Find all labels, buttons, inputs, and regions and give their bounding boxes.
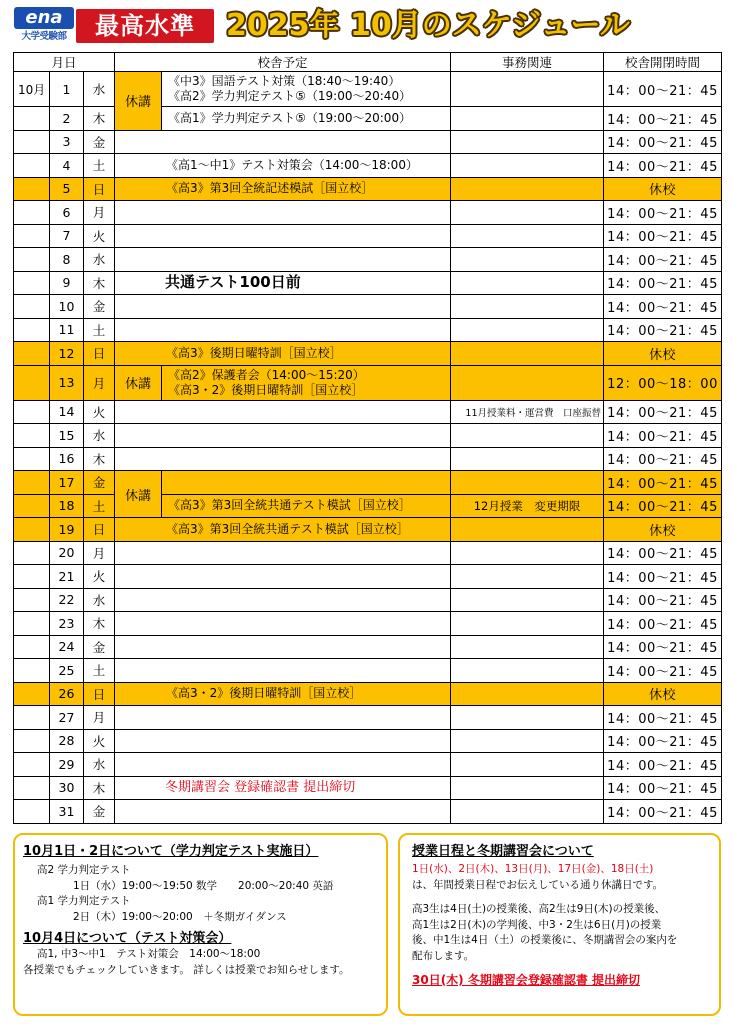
office-cell xyxy=(451,612,604,636)
table-row xyxy=(14,565,722,589)
office-cell xyxy=(451,565,604,589)
day-cell: 1 xyxy=(50,72,84,107)
day-cell: 18 xyxy=(50,494,84,518)
day-cell: 31 xyxy=(50,800,84,824)
weekday-cell: 金 xyxy=(84,800,115,824)
day-cell: 27 xyxy=(50,706,84,730)
plan-cell: 《高1〜中1》テスト対策会（14:00〜18:00） xyxy=(115,154,451,178)
office-cell xyxy=(451,776,604,800)
info-text: 高1生は2日(木)の学判後、中3・2生は6日(月)の授業 xyxy=(412,918,662,931)
hours-cell: 14：00〜21：45 xyxy=(604,107,722,131)
plan-line: 《中3》国語テスト対策（18:40〜19:40） xyxy=(168,74,401,88)
office-cell xyxy=(451,659,604,683)
weekday-cell: 水 xyxy=(84,424,115,448)
office-cell xyxy=(451,682,604,706)
table-row xyxy=(14,72,722,107)
day-cell: 22 xyxy=(50,588,84,612)
hours-cell: 14：00〜21：45 xyxy=(604,494,722,518)
plan-cell xyxy=(115,800,451,824)
logo xyxy=(14,7,214,47)
hours-cell: 14：00〜21：45 xyxy=(604,588,722,612)
hours-cell: 12：00〜18：00 xyxy=(604,365,722,400)
info-text: 高2 学力判定テスト xyxy=(37,864,131,876)
day-cell: 11 xyxy=(50,318,84,342)
day-cell: 26 xyxy=(50,682,84,706)
weekday-cell: 水 xyxy=(84,753,115,777)
table-header-row xyxy=(14,53,722,72)
office-cell xyxy=(451,753,604,777)
day-cell: 29 xyxy=(50,753,84,777)
plan-line: 《高3・2》後期日曜特訓［国立校］ xyxy=(168,382,364,397)
kyuko-cell: 休講 xyxy=(115,471,162,518)
month-cell: 10月 xyxy=(14,72,50,107)
table-row-holiday xyxy=(14,342,722,366)
plan-cell: 《高3》第3回全統共通テスト模試［国立校］ xyxy=(162,494,451,518)
table-row xyxy=(14,659,722,683)
weekday-cell: 土 xyxy=(84,659,115,683)
weekday-cell: 金 xyxy=(84,635,115,659)
weekday-cell: 水 xyxy=(84,588,115,612)
hours-cell: 14：00〜21：45 xyxy=(604,753,722,777)
hours-cell: 14：00〜21：45 xyxy=(604,800,722,824)
office-cell xyxy=(451,154,604,178)
weekday-cell: 月 xyxy=(84,201,115,225)
office-cell xyxy=(451,248,604,272)
header-hours: 校舎開閉時間 xyxy=(604,53,722,72)
office-cell xyxy=(451,471,604,495)
day-cell: 10 xyxy=(50,295,84,319)
plan-cell xyxy=(115,753,451,777)
hours-cell: 14：00〜21：45 xyxy=(604,471,722,495)
info-text: 1日（水）19:00〜19:50 数学 20:00〜20:40 英語 xyxy=(73,879,334,892)
weekday-cell: 水 xyxy=(84,72,115,107)
plan-cell xyxy=(115,612,451,636)
hours-cell: 14：00〜21：45 xyxy=(604,154,722,178)
office-cell xyxy=(451,107,604,131)
plan-line: 《高2》学力判定テスト⑤（19:00〜20:40） xyxy=(168,89,412,103)
hours-cell: 休校 xyxy=(604,682,722,706)
plan-cell xyxy=(115,424,451,448)
office-cell xyxy=(451,706,604,730)
info-text: 配布します。 xyxy=(412,949,475,962)
table-row xyxy=(14,447,722,471)
plan-cell: 《高1》学力判定テスト⑤（19:00〜20:00） xyxy=(162,107,451,131)
hours-cell: 14：00〜21：45 xyxy=(604,776,722,800)
logo-subtitle: 大学受験部 xyxy=(21,31,67,42)
hours-cell: 14：00〜21：45 xyxy=(604,729,722,753)
weekday-cell: 金 xyxy=(84,471,115,495)
plan-cell xyxy=(162,72,451,107)
day-cell: 2 xyxy=(50,107,84,131)
table-row xyxy=(14,706,722,730)
info-text: は、年間授業日程でお伝えしている通り休講日です。 xyxy=(412,878,664,891)
office-cell: 11月授業料・運営費 口座振替 xyxy=(451,400,604,424)
hours-cell: 休校 xyxy=(604,177,722,201)
info-text: 2日（木）19:00〜20:00 ＋冬期ガイダンス xyxy=(73,910,287,923)
day-cell: 16 xyxy=(50,447,84,471)
weekday-cell: 火 xyxy=(84,400,115,424)
table-row xyxy=(14,612,722,636)
info-text: 各授業でもチェックしていきます。 詳しくは授業でお知らせします。 xyxy=(23,963,350,976)
day-cell: 12 xyxy=(50,342,84,366)
day-cell: 6 xyxy=(50,201,84,225)
office-cell xyxy=(451,635,604,659)
plan-cell xyxy=(115,248,451,272)
weekday-cell: 日 xyxy=(84,342,115,366)
day-cell: 3 xyxy=(50,130,84,154)
table-row xyxy=(14,130,722,154)
plan-cell xyxy=(115,130,451,154)
info-text: 後、中1生は4日（土）の授業後に、冬期講習会の案内を xyxy=(412,934,678,946)
info-heading: 10月1日・2日について（学力判定テスト実施日） xyxy=(23,844,319,859)
weekday-cell: 月 xyxy=(84,541,115,565)
office-cell xyxy=(451,447,604,471)
table-row xyxy=(14,400,722,424)
table-row xyxy=(14,201,722,225)
office-cell xyxy=(451,72,604,107)
hours-cell: 14：00〜21：45 xyxy=(604,248,722,272)
office-cell xyxy=(451,224,604,248)
table-row xyxy=(14,295,722,319)
plan-cell: 共通テスト100日前 xyxy=(115,271,451,295)
hours-cell: 14：00〜21：45 xyxy=(604,130,722,154)
weekday-cell: 木 xyxy=(84,107,115,131)
weekday-cell: 土 xyxy=(84,494,115,518)
hours-cell: 14：00〜21：45 xyxy=(604,635,722,659)
plan-cell xyxy=(115,541,451,565)
day-cell: 24 xyxy=(50,635,84,659)
plan-cell: 《高3》第3回全統記述模試［国立校］ xyxy=(115,177,451,201)
hours-cell: 14：00〜21：45 xyxy=(604,447,722,471)
day-cell: 5 xyxy=(50,177,84,201)
hours-cell: 14：00〜21：45 xyxy=(604,541,722,565)
table-row-special xyxy=(14,471,722,495)
plan-cell xyxy=(115,400,451,424)
info-text: 高1, 中3〜中1 テスト対策会 14:00〜18:00 xyxy=(37,948,261,960)
plan-cell xyxy=(115,224,451,248)
day-cell: 9 xyxy=(50,271,84,295)
table-row xyxy=(14,271,722,295)
table-row xyxy=(14,635,722,659)
table-row xyxy=(14,800,722,824)
office-cell xyxy=(451,295,604,319)
plan-cell: 冬期講習会 登録確認書 提出締切 xyxy=(115,776,451,800)
plan-cell xyxy=(115,729,451,753)
hours-cell: 14：00〜21：45 xyxy=(604,659,722,683)
day-cell: 23 xyxy=(50,612,84,636)
hours-cell: 14：00〜21：45 xyxy=(604,224,722,248)
plan-cell xyxy=(115,295,451,319)
plan-cell xyxy=(115,659,451,683)
hours-cell: 14：00〜21：45 xyxy=(604,271,722,295)
table-row xyxy=(14,248,722,272)
table-row xyxy=(14,729,722,753)
office-cell xyxy=(451,541,604,565)
plan-cell xyxy=(115,588,451,612)
weekday-cell: 木 xyxy=(84,447,115,471)
plan-cell xyxy=(115,635,451,659)
weekday-cell: 金 xyxy=(84,295,115,319)
table-row-holiday xyxy=(14,682,722,706)
holiday-dates: 1日(水)、2日(木)、13日(月)、17日(金)、18日(土) xyxy=(412,863,654,875)
info-text: 高1 学力判定テスト xyxy=(37,895,131,907)
header-date: 月日 xyxy=(14,53,115,72)
plan-cell xyxy=(115,706,451,730)
office-cell xyxy=(451,588,604,612)
office-cell xyxy=(451,342,604,366)
office-cell xyxy=(451,130,604,154)
day-cell: 17 xyxy=(50,471,84,495)
hours-cell: 14：00〜21：45 xyxy=(604,400,722,424)
hours-cell: 14：00〜21：45 xyxy=(604,424,722,448)
weekday-cell: 日 xyxy=(84,682,115,706)
table-row-holiday xyxy=(14,518,722,542)
weekday-cell: 月 xyxy=(84,365,115,400)
office-cell xyxy=(451,800,604,824)
page-title: 2025年 10月のスケジュール xyxy=(226,8,630,43)
office-cell xyxy=(451,177,604,201)
weekday-cell: 月 xyxy=(84,706,115,730)
hours-cell: 14：00〜21：45 xyxy=(604,565,722,589)
plan-cell xyxy=(115,565,451,589)
weekday-cell: 金 xyxy=(84,130,115,154)
plan-cell xyxy=(162,365,451,400)
kyuko-cell: 休講 xyxy=(115,365,162,400)
table-row xyxy=(14,776,722,800)
office-cell xyxy=(451,201,604,225)
weekday-cell: 火 xyxy=(84,729,115,753)
table-row xyxy=(14,154,722,178)
hours-cell: 休校 xyxy=(604,342,722,366)
weekday-cell: 木 xyxy=(84,776,115,800)
hours-cell: 休校 xyxy=(604,518,722,542)
day-cell: 21 xyxy=(50,565,84,589)
office-cell xyxy=(451,365,604,400)
weekday-cell: 土 xyxy=(84,318,115,342)
office-cell xyxy=(451,518,604,542)
day-cell: 19 xyxy=(50,518,84,542)
header-plan: 校舎予定 xyxy=(115,53,451,72)
day-cell: 25 xyxy=(50,659,84,683)
table-row-special xyxy=(14,365,722,400)
plan-cell: 《高3》後期日曜特訓［国立校］ xyxy=(115,342,451,366)
table-row xyxy=(14,753,722,777)
table-row xyxy=(14,541,722,565)
day-cell: 30 xyxy=(50,776,84,800)
office-cell xyxy=(451,424,604,448)
plan-cell xyxy=(162,471,451,495)
logo-ena: ena xyxy=(14,7,74,29)
table-row-holiday xyxy=(14,177,722,201)
table-row xyxy=(14,588,722,612)
weekday-cell: 日 xyxy=(84,177,115,201)
kyuko-cell: 休講 xyxy=(115,72,162,131)
table-row xyxy=(14,224,722,248)
hours-cell: 14：00〜21：45 xyxy=(604,318,722,342)
info-heading: 授業日程と冬期講習会について xyxy=(412,844,594,859)
office-cell: 12月授業 変更期限 xyxy=(451,494,604,518)
office-cell xyxy=(451,729,604,753)
header-office: 事務関連 xyxy=(451,53,604,72)
office-cell xyxy=(451,318,604,342)
weekday-cell: 水 xyxy=(84,248,115,272)
plan-cell: 《高3》第3回全統共通テスト模試［国立校］ xyxy=(115,518,451,542)
info-heading: 10月4日について（テスト対策会） xyxy=(23,931,232,946)
info-box-winter xyxy=(398,833,721,1016)
plan-cell xyxy=(115,318,451,342)
info-text: 高3生は4日(土)の授業後、高2生は9日(木)の授業後、 xyxy=(412,903,666,915)
day-cell: 4 xyxy=(50,154,84,178)
weekday-cell: 木 xyxy=(84,612,115,636)
day-cell: 20 xyxy=(50,541,84,565)
weekday-cell: 土 xyxy=(84,154,115,178)
day-cell: 15 xyxy=(50,424,84,448)
office-cell xyxy=(451,271,604,295)
day-cell: 8 xyxy=(50,248,84,272)
day-cell: 14 xyxy=(50,400,84,424)
schedule-table xyxy=(13,52,722,824)
day-cell: 13 xyxy=(50,365,84,400)
plan-cell: 《高3・2》後期日曜特訓［国立校］ xyxy=(115,682,451,706)
weekday-cell: 日 xyxy=(84,518,115,542)
day-cell: 7 xyxy=(50,224,84,248)
table-row xyxy=(14,424,722,448)
hours-cell: 14：00〜21：45 xyxy=(604,612,722,636)
plan-line: 《高2》保護者会（14:00〜15:20） xyxy=(168,367,365,382)
logo-main: 最高水準 xyxy=(76,9,214,43)
table-row xyxy=(14,318,722,342)
hours-cell: 14：00〜21：45 xyxy=(604,72,722,107)
weekday-cell: 木 xyxy=(84,271,115,295)
hours-cell: 14：00〜21：45 xyxy=(604,706,722,730)
hours-cell: 14：00〜21：45 xyxy=(604,295,722,319)
weekday-cell: 火 xyxy=(84,565,115,589)
deadline-notice: 30日(木) 冬期講習会登録確認書 提出締切 xyxy=(412,973,641,987)
hours-cell: 14：00〜21：45 xyxy=(604,201,722,225)
info-box-tests xyxy=(13,833,388,1016)
day-cell: 28 xyxy=(50,729,84,753)
plan-cell xyxy=(115,447,451,471)
weekday-cell: 火 xyxy=(84,224,115,248)
plan-cell xyxy=(115,201,451,225)
